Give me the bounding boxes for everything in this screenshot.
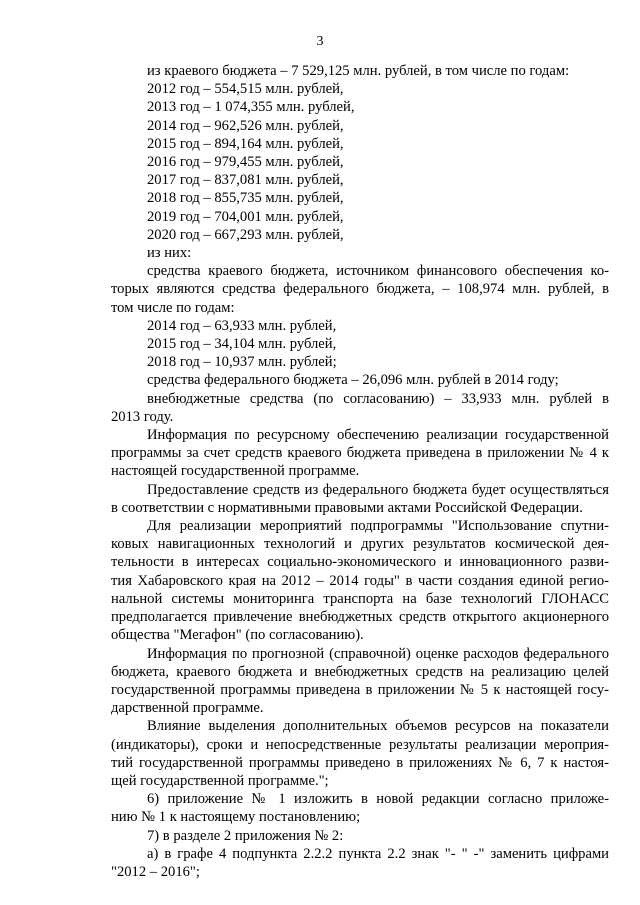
list-item: 2014 год – 63,933 млн. рублей, [147, 317, 337, 334]
text-line: Информация по ресурсному обеспечению реализации государственной [147, 427, 609, 444]
page-number: 3 [316, 34, 324, 49]
text-line: (индикаторы), сроки и непосредственные результаты реализации мероприя- [111, 736, 609, 753]
text-line: бюджета, краевого бюджета и внебюджетных средств на реализацию целей [111, 663, 609, 680]
paragraph [111, 481, 609, 517]
paragraphs-section [111, 426, 609, 881]
text-line: тий государственной программы приведено в приложениях № 6, 7 к настоя- [111, 754, 609, 771]
text-line: нию № 1 к настоящему постановлению; [111, 809, 361, 826]
list-item: 2015 год – 34,104 млн. рублей, [147, 336, 337, 353]
text-line: 7) в разделе 2 приложения № 2: [147, 827, 344, 844]
list-item: 2017 год – 837,081 млн. рублей, [147, 172, 344, 189]
list-item: 2018 год – 855,735 млн. рублей, [147, 190, 344, 207]
text-line: настоящей государственной программе. [111, 463, 360, 480]
text-line: тия Хабаровского края на 2012 – 2014 годы" в части создания единой регио- [111, 572, 609, 589]
federal-source-paragraph [111, 262, 609, 317]
list-item: 2012 год – 554,515 млн. рублей, [147, 81, 344, 98]
funding-intro: из краевого бюджета – 7 529,125 млн. рублей, в том числе по годам: [147, 63, 570, 79]
list-item: 2013 год – 1 074,355 млн. рублей, [147, 99, 355, 116]
list-item: 2015 год – 894,164 млн. рублей, [147, 135, 344, 152]
text-line: 6) приложение № 1 изложить в новой редакции согласно приложе- [147, 791, 609, 808]
paragraph [111, 426, 609, 481]
text-line: дарственной программе. [111, 700, 264, 717]
text-line: ковых навигационных технологий и других результатов космической дея- [111, 536, 609, 553]
paragraph [111, 790, 609, 826]
document-body [111, 62, 609, 881]
extrabudget-paragraph [111, 390, 609, 426]
text-line: 2013 году. [111, 408, 174, 425]
list-item: 2014 год – 962,526 млн. рублей, [147, 117, 344, 134]
text-line: Для реализации мероприятий подпрограммы "Использование спутни- [147, 518, 609, 535]
text-line: а) в графе 4 подпункта 2.2.2 пункта 2.2 знак "- " -" заменить цифрами [147, 845, 609, 862]
federal-source-years-list [111, 317, 609, 372]
paragraph [111, 517, 609, 644]
list-item: 2019 год – 704,001 млн. рублей, [147, 208, 344, 225]
paragraph [111, 845, 609, 881]
text-line: Информация по прогнозной (справочной) оценке расходов федерального [147, 645, 609, 662]
text-line: торых являются средства федерального бюджета, – 108,974 млн. рублей, в [111, 281, 609, 298]
text-line: предполагается привлечение внебюджетных средств открытого акционерного [111, 609, 609, 626]
text-line: том числе по годам: [111, 299, 235, 316]
text-line: тельности в интересах социально-экономического и инновационного разви- [111, 554, 609, 571]
of-them-label: из них: [147, 245, 192, 262]
list-item: 2018 год – 10,937 млн. рублей; [147, 354, 337, 371]
regional-years-list [111, 80, 609, 244]
text-line: средства краевого бюджета, источником финансового обеспечения ко- [147, 263, 609, 280]
paragraph [111, 645, 609, 718]
text-line: Влияние выделения дополнительных объемов ресурсов на показатели [147, 718, 609, 735]
text-line: нальной системы мониторинга транспорта на базе технологий ГЛОНАСС [111, 590, 609, 607]
text-line: программы за счет средств краевого бюджета приведена в приложении № 4 к [111, 445, 609, 462]
text-line: государственной программы приведена в приложении № 5 к настоящей госу- [111, 681, 609, 698]
text-line: щей государственной программе."; [111, 772, 329, 789]
text-line: общества "Мегафон" (по согласованию). [111, 627, 364, 644]
text-line: Предоставление средств из федерального бюджета будет осуществляться [147, 481, 609, 498]
text-line: в соответствии с нормативными правовыми актами Российской Федерации. [111, 499, 583, 516]
list-item: 2016 год – 979,455 млн. рублей, [147, 154, 344, 171]
paragraph [111, 827, 609, 845]
text-line: внебюджетные средства (по согласованию) – 33,933 млн. рублей в [147, 390, 609, 407]
federal-budget-line: средства федерального бюджета – 26,096 млн. рублей в 2014 году; [147, 372, 559, 389]
paragraph [111, 717, 609, 790]
list-item: 2020 год – 667,293 млн. рублей, [147, 226, 344, 243]
text-line: "2012 – 2016"; [111, 863, 200, 880]
